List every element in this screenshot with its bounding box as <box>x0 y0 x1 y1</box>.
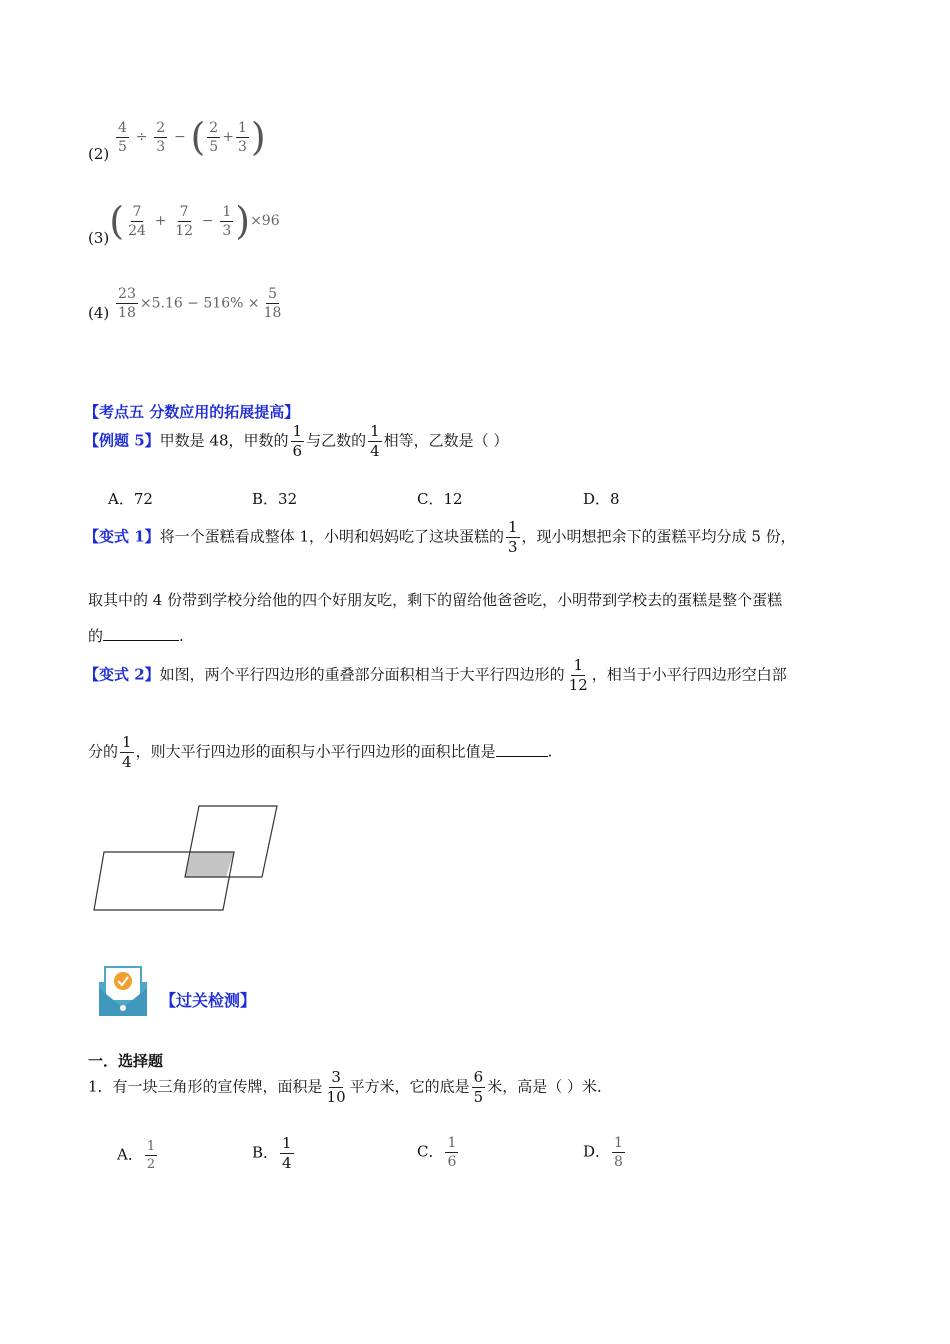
fraction: $\frac{4}{5}$ <box>118 119 127 155</box>
fraction: $\frac{5}{18}$ <box>263 286 282 321</box>
fraction: $\frac{23}{18}$ <box>118 286 136 321</box>
question-text: ，相当于小平行四边形空白部 <box>591 665 787 684</box>
variant-1-line-3 <box>88 625 184 646</box>
question-text: ，现小明想把余下的蛋糕平均分成 5 份， <box>521 527 796 546</box>
question-text: 如图，两个平行四边形的重叠部分面积相当于大平行四边形的 <box>159 665 565 684</box>
operator: ÷ <box>135 129 148 145</box>
variant-1-line-1 <box>84 520 796 555</box>
option-d[interactable]: D．8 <box>583 490 620 508</box>
fraction: $\frac{2}{5}$ <box>209 119 219 155</box>
question-text: . <box>179 627 184 645</box>
fraction: $\frac{1}{2}$ <box>146 1139 156 1172</box>
q1-option-a[interactable]: A． $\frac{1}{2}$ <box>117 1139 156 1172</box>
section-heading: 【考点五 分数应用的拓展提高】 <box>84 403 300 421</box>
question-text: 米，高是（ ）米． <box>487 1077 612 1096</box>
overlap-region <box>185 852 234 877</box>
fraction: $\frac{7}{24}$ <box>128 203 146 239</box>
fraction: $\frac{1}{8}$ <box>614 1135 623 1170</box>
expression-2 <box>88 115 266 163</box>
fraction: $\frac{1}{6}$ <box>292 422 303 460</box>
option-a[interactable]: A．72 <box>108 490 153 508</box>
operator: + <box>222 129 234 145</box>
left-paren: ( <box>109 199 125 243</box>
variant-tag: 【变式 2】 <box>84 665 160 684</box>
option-c[interactable]: C．12 <box>417 490 463 508</box>
fraction: $\frac{1}{4}$ <box>122 733 132 771</box>
parallelogram-figure <box>90 800 290 920</box>
variant-2-line-1 <box>84 658 787 693</box>
operator: − <box>201 213 214 229</box>
expression-tail: ×96 <box>250 213 280 229</box>
question-text: . <box>547 742 553 761</box>
example-5 <box>84 424 508 459</box>
expression-label: (3) <box>88 229 110 247</box>
expression-label: (2) <box>88 145 110 163</box>
fraction: $\frac{1}{4}$ <box>370 422 380 460</box>
question-text: ，则大平行四边形的面积与小平行四边形的面积比值是 <box>135 742 496 761</box>
fraction: $\frac{3}{10}$ <box>326 1068 346 1106</box>
envelope-check-icon <box>95 964 151 1020</box>
fraction: $\frac{1}{3}$ <box>237 119 247 155</box>
question-text: 相等，乙数是（ ） <box>383 431 509 450</box>
fraction: $\frac{1}{6}$ <box>447 1135 457 1170</box>
expression-3 <box>88 199 280 247</box>
q1-option-c[interactable]: C． $\frac{1}{6}$ <box>417 1135 457 1170</box>
example-tag: 【例题 5】 <box>84 431 160 450</box>
expression-4 <box>88 287 285 320</box>
question-text: 平方米，它的底是 <box>349 1077 470 1096</box>
right-paren: ) <box>250 115 266 159</box>
question-text: 与乙数的 <box>306 431 367 450</box>
fraction: $\frac{7}{12}$ <box>175 203 194 239</box>
question-text: 甲数是 48，甲数的 <box>159 431 289 450</box>
q1-option-b[interactable]: B． $\frac{1}{4}$ <box>252 1134 292 1172</box>
variant-1-line-2: 取其中的 4 份带到学校分给他的四个好朋友吃，剩下的留给他爸爸吃，小明带到学校去的蛋糕是整个蛋糕 <box>88 591 783 609</box>
quiz-section-title: 一．选择题 <box>88 1052 164 1070</box>
variant-2-line-2 <box>88 735 552 770</box>
answer-blank[interactable] <box>496 742 548 757</box>
variant-tag: 【变式 1】 <box>84 527 160 546</box>
left-paren: ( <box>190 115 206 159</box>
right-paren: ) <box>235 199 251 243</box>
question-text: 分的 <box>88 742 119 761</box>
option-b[interactable]: B．32 <box>252 490 298 508</box>
operator: − <box>173 129 186 145</box>
fraction: $\frac{1}{12}$ <box>568 656 588 694</box>
fraction: $\frac{1}{3}$ <box>508 518 518 556</box>
expression-label: (4) <box>88 303 110 322</box>
fraction: $\frac{1}{3}$ <box>222 203 232 239</box>
question-text: 将一个蛋糕看成整体 1，小明和妈妈吃了这块蛋糕的 <box>159 527 504 546</box>
fraction: $\frac{6}{5}$ <box>473 1068 484 1106</box>
checkpoint-title: 【过关检测】 <box>160 991 257 1010</box>
question-text: 的 <box>88 627 104 645</box>
operator: + <box>154 213 167 229</box>
question-text: 1．有一块三角形的宣传牌，面积是 <box>88 1077 323 1096</box>
fraction: $\frac{2}{3}$ <box>156 119 166 155</box>
answer-blank[interactable] <box>103 626 179 641</box>
fraction: $\frac{1}{4}$ <box>282 1134 292 1172</box>
question-1 <box>88 1070 612 1105</box>
q1-option-d[interactable]: D． $\frac{1}{8}$ <box>583 1135 623 1170</box>
expression-middle: ×5.16 − 516% × <box>139 295 260 312</box>
